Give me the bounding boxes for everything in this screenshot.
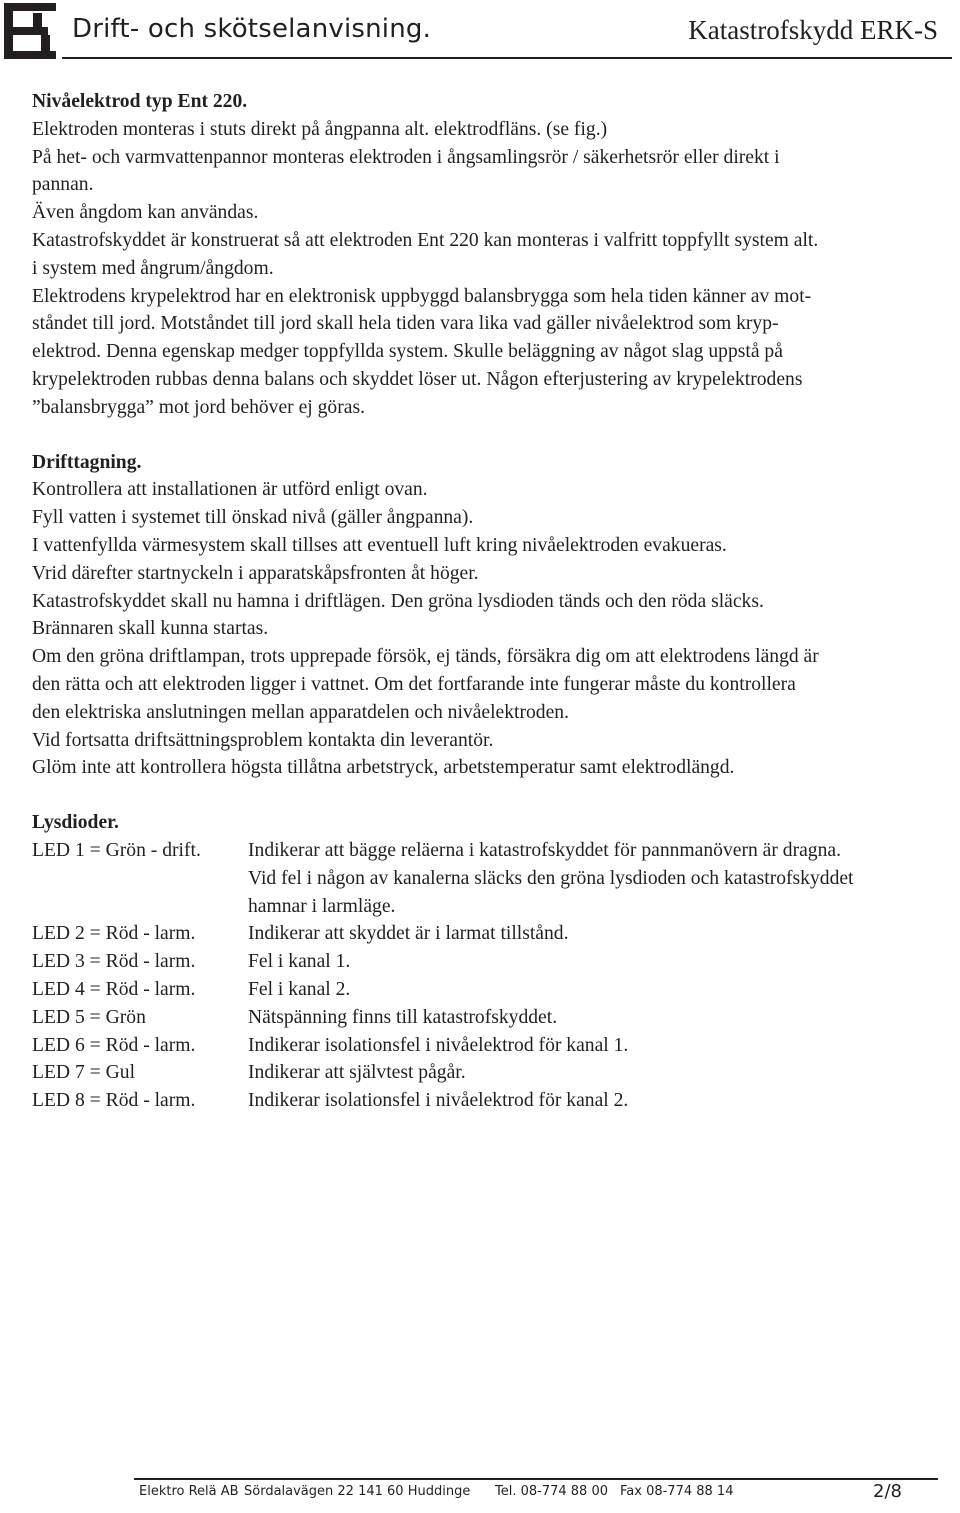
led-description: Indikerar isolationsfel i nivåelektrod för kanal 2. [248,1090,629,1112]
footer-address: Sördalavägen 22 141 60 Huddinge [244,1484,471,1499]
footer-company: Elektro Relä AB [139,1484,239,1499]
document-title: Drift- och skötselanvisning. [72,14,432,44]
paragraph-line: i system med ångrum/ångdom. [32,257,274,279]
section-electrode-text [32,116,957,422]
led-row [32,893,957,921]
paragraph-line: Fyll vatten i systemet till önskad nivå (gäller ångpanna). [32,507,474,529]
led-description: Fel i kanal 1. [248,951,351,973]
section-commissioning-text [32,476,957,782]
product-name: Katastrofskydd ERK-S [688,15,938,45]
led-label: LED 1 = Grön - drift. [32,839,201,861]
paragraph-line: Katastrofskyddet är konstruerat så att elektroden Ent 220 kan monteras i valfritt toppfyllt system alt. [32,229,819,251]
led-label: LED 5 = Grön [32,1006,146,1028]
led-row [32,920,957,948]
section-heading-electrode: Nivåelektrod typ Ent 220. [32,91,248,112]
paragraph-line: Elektroden monteras i stuts direkt på ångpanna alt. elektrodfläns. (se fig.) [32,118,608,140]
section-heading-leds: Lysdioder. [32,812,119,834]
led-label: LED 7 = Gul [32,1062,136,1084]
led-label [32,865,248,893]
led-row [32,976,957,1004]
paragraph-line: Vid fortsatta driftsättningsproblem kontakta din leverantör. [32,729,494,751]
paragraph-line: krypelektroden rubbas denna balans och skyddet löser ut. Någon efterjustering av krypelektrodens [32,368,803,390]
paragraph-line: Katastrofskyddet skall nu hamna i driftlägen. Den gröna lysdioden tänds och den röda släcks. [32,590,764,612]
paragraph-line: Kontrollera att installationen är utförd enligt ovan. [32,479,428,501]
paragraph-line: den elektriska anslutningen mellan apparatdelen och nivåelektroden. [32,701,569,723]
paragraph-line: ståndet till jord. Motståndet till jord skall hela tiden vara lika vad gäller nivåelektrod som kryp- [32,313,779,335]
led-row [32,1004,957,1032]
led-description: Nätspänning finns till katastrofskyddet. [248,1006,558,1028]
footer-divider [134,1478,938,1480]
paragraph-line: Glöm inte att kontrollera högsta tillåtna arbetstryck, arbetstemperatur samt elektrodlängd. [32,757,735,779]
led-label: LED 3 = Röd - larm. [32,951,196,973]
paragraph-line: elektrod. Denna egenskap medger toppfyllda system. Skulle beläggning av något slag uppstå på [32,341,783,363]
led-description: Indikerar isolationsfel i nivåelektrod för kanal 1. [248,1034,629,1056]
led-list [32,837,957,1115]
led-row [32,1032,957,1060]
footer-phone: Tel. 08-774 88 00 [495,1484,609,1499]
led-description: Fel i kanal 2. [248,978,351,1000]
led-description: Vid fel i någon av kanalerna släcks den gröna lysdioden och katastrofskyddet [248,867,854,889]
led-description: hamnar i larmläge. [248,895,396,917]
paragraph-line: På het- och varmvattenpannor monteras elektroden i ångsamlingsrör / säkerhetsrör eller direkt i [32,146,780,168]
paragraph-line: Om den gröna driftlampan, trots upprepade försök, ej tänds, försäkra dig om att elektrodens längd är [32,646,819,668]
header-divider [62,57,952,59]
paragraph-line: Elektrodens krypelektrod har en elektronisk uppbyggd balansbrygga som hela tiden känner av mot- [32,285,812,307]
paragraph-line: ”balansbrygga” mot jord behöver ej göras. [32,396,365,418]
led-label: LED 4 = Röd - larm. [32,978,196,1000]
company-logo-icon [0,0,58,62]
footer-fax: Fax 08-774 88 14 [620,1484,734,1499]
led-description: Indikerar att skyddet är i larmat tillstånd. [248,923,569,945]
led-row [32,865,957,893]
paragraph-line: Även ångdom kan användas. [32,202,259,224]
led-row [32,837,957,865]
page-number: 2/8 [873,1481,902,1502]
led-description: Indikerar att självtest pågår. [248,1062,466,1084]
led-label: LED 8 = Röd - larm. [32,1090,196,1112]
paragraph-line: Vrid därefter startnyckeln i apparatskåpsfronten åt höger. [32,562,479,584]
paragraph-line: den rätta och att elektroden ligger i vattnet. Om det fortfarande inte fungerar måste du kontrollera [32,673,796,695]
led-description: Indikerar att bägge reläerna i katastrofskyddet för pannmanövern är dragna. [248,839,841,861]
led-row [32,1059,957,1087]
led-label [32,893,248,921]
paragraph-line: I vattenfyllda värmesystem skall tillses att eventuell luft kring nivåelektroden evakueras. [32,534,727,556]
paragraph-line: pannan. [32,174,94,196]
paragraph-line: Brännaren skall kunna startas. [32,618,269,640]
led-label: LED 6 = Röd - larm. [32,1034,196,1056]
document-body [32,88,957,1115]
led-row [32,948,957,976]
led-row [32,1087,957,1115]
led-label: LED 2 = Röd - larm. [32,923,196,945]
section-heading-commissioning: Drifttagning. [32,451,142,473]
